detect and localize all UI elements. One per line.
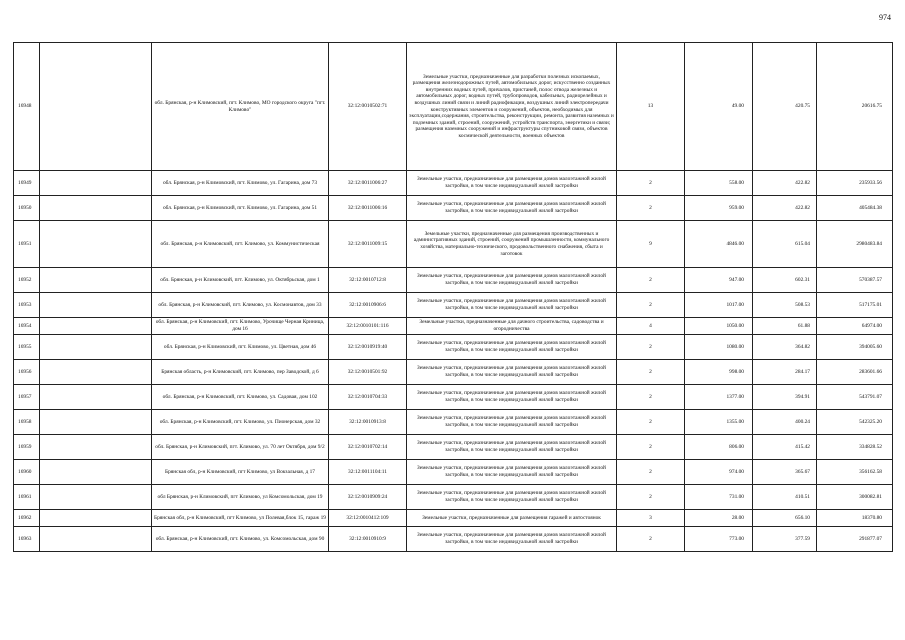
cadastral-number-cell — [329, 268, 407, 293]
area-text: 49.00 — [731, 103, 744, 110]
specific-value-text: 420.75 — [795, 103, 810, 110]
specific-value-text: 615.04 — [795, 240, 810, 247]
area-cell — [685, 385, 753, 410]
table-row — [14, 293, 893, 318]
land-purpose-text: Земельные участки, предназначенные для размещения домов малоэтажной жилой застройки, в том числе индивидуальной жилой застройки — [417, 201, 606, 214]
cadastral-value-cell — [817, 335, 893, 360]
area-text: 806.00 — [729, 443, 744, 450]
specific-value-text: 284.17 — [795, 368, 810, 375]
usage-code-text: 2 — [649, 204, 652, 211]
usage-code-cell — [617, 293, 685, 318]
land-purpose-cell — [407, 410, 617, 435]
row-id-text: 16948 — [18, 103, 32, 110]
address-cell — [152, 527, 329, 552]
usage-code-cell — [617, 360, 685, 385]
cadastral-number-cell — [329, 171, 407, 196]
cadastral-value-text: 543791.07 — [859, 393, 882, 400]
specific-value-text: 61.88 — [797, 322, 810, 329]
area-cell — [685, 318, 753, 335]
area-cell — [685, 171, 753, 196]
cadastral-number-text: 32:12:0011006:27 — [347, 179, 388, 186]
table-row — [14, 410, 893, 435]
land-purpose-cell — [407, 318, 617, 335]
specific-value-cell — [753, 510, 817, 527]
land-purpose-cell — [407, 460, 617, 485]
area-cell — [685, 221, 753, 268]
land-purpose-text: Земельные участки, предназначенные для размещения домов малоэтажной жилой застройки, в том числе индивидуальной жилой застройки — [417, 415, 606, 428]
specific-value-cell — [753, 293, 817, 318]
area-text: 947.00 — [729, 276, 744, 283]
address-cell — [152, 485, 329, 510]
cadastral-number-text: 32:12:0010910:9 — [349, 535, 386, 542]
land-purpose-cell — [407, 268, 617, 293]
cadastral-number-text: 32:12:0010906:6 — [349, 301, 386, 308]
cadastral-number-text: 32:12:0011009:15 — [347, 240, 388, 247]
usage-code-cell — [617, 221, 685, 268]
address-text: обл. Брянская, р-н Климовский, пгт. Климово, Урочище Черная Криница, дом 16 — [155, 319, 325, 332]
table-row — [14, 385, 893, 410]
cadastral-value-cell — [817, 410, 893, 435]
row-id-cell — [14, 293, 40, 318]
blank-cell — [40, 293, 152, 318]
address-text: обл. Брянская, р-н Климовский, пгт. Климово, ул. Гагарина, дом 51 — [162, 204, 318, 211]
land-purpose-text: Земельные участки, предназначенные для размещения домов малоэтажной жилой застройки, в том числе индивидуальной жилой застройки — [417, 365, 606, 378]
address-cell — [152, 335, 329, 360]
land-purpose-text: Земельные участки, предназначенные для размещения домов малоэтажной жилой застройки, в том числе индивидуальной жилой застройки — [417, 532, 606, 545]
specific-value-text: 656.10 — [795, 514, 810, 521]
row-id-cell — [14, 360, 40, 385]
usage-code-text: 2 — [649, 493, 652, 500]
specific-value-text: 410.51 — [795, 493, 810, 500]
table-row — [14, 510, 893, 527]
cadastral-number-text: 32:12:0011104:11 — [348, 468, 387, 475]
land-purpose-cell — [407, 510, 617, 527]
blank-cell — [40, 196, 152, 221]
row-id-text: 16955 — [18, 343, 32, 350]
row-id-cell — [14, 435, 40, 460]
cadastral-value-text: 405484.38 — [859, 204, 882, 211]
land-purpose-cell — [407, 196, 617, 221]
land-purpose-cell — [407, 43, 617, 171]
land-purpose-text: Земельные участки, предназначенные для размещения домов малоэтажной жилой застройки, в том числе индивидуальной жилой застройки — [417, 490, 606, 503]
cadastral-number-cell — [329, 410, 407, 435]
row-id-text: 16956 — [18, 368, 32, 375]
land-purpose-text: Земельные участки, предназначенные для размещения производственных и административных зданий, строений, сооружений промышленности, коммунального хозяйства, материально-технического, продовольственного снабжения, сбыта и заготовок — [413, 230, 610, 257]
row-id-cell — [14, 171, 40, 196]
specific-value-text: 394.91 — [795, 393, 810, 400]
row-id-cell — [14, 196, 40, 221]
area-text: 1377.00 — [726, 393, 744, 400]
blank-cell — [40, 527, 152, 552]
area-cell — [685, 410, 753, 435]
cadastral-value-cell — [817, 293, 893, 318]
cadastral-number-text: 32:12:0010101:116 — [346, 322, 389, 329]
area-text: 1050.00 — [726, 322, 744, 329]
cadastral-number-text: 32:12:0010412:109 — [346, 514, 389, 521]
area-text: 28.00 — [731, 514, 744, 521]
address-cell — [152, 435, 329, 460]
land-purpose-cell — [407, 293, 617, 318]
usage-code-text: 13 — [647, 103, 654, 110]
area-text: 1017.00 — [726, 301, 744, 308]
area-text: 974.00 — [729, 468, 744, 475]
usage-code-text: 2 — [649, 368, 652, 375]
address-cell — [152, 221, 329, 268]
address-cell — [152, 171, 329, 196]
area-cell — [685, 360, 753, 385]
area-text: 1080.00 — [726, 343, 744, 350]
table-row — [14, 221, 893, 268]
address-text: обл. Брянская, р-н Климовский, пгт. Климово, ул. Космонавтов, дом 33 — [158, 301, 322, 308]
usage-code-text: 2 — [649, 468, 652, 475]
cadastral-number-text: 32:12:0010502:71 — [347, 103, 388, 110]
land-purpose-text: Земельные участки, предназначенные для размещения домов малоэтажной жилой застройки, в том числе индивидуальной жилой застройки — [417, 465, 606, 478]
usage-code-text: 2 — [649, 418, 652, 425]
usage-code-cell — [617, 510, 685, 527]
row-id-text: 16961 — [18, 493, 32, 500]
land-purpose-text: Земельные участки, предназначенные для размещения домов малоэтажной жилой застройки, в том числе индивидуальной жилой застройки — [417, 390, 606, 403]
cadastral-number-cell — [329, 485, 407, 510]
row-id-text: 16958 — [18, 418, 32, 425]
specific-value-text: 415.42 — [795, 443, 810, 450]
specific-value-text: 365.67 — [795, 468, 810, 475]
specific-value-cell — [753, 335, 817, 360]
cadastral-value-text: 334828.52 — [859, 443, 882, 450]
address-text: Брянская обл, р-н Климовский, пгт Климово, ул Вокзальная, д 17 — [165, 468, 315, 475]
specific-value-cell — [753, 460, 817, 485]
cadastral-number-text: 32:12:0010913:8 — [349, 418, 386, 425]
specific-value-text: 422.82 — [795, 179, 810, 186]
specific-value-text: 602.31 — [795, 276, 810, 283]
address-cell — [152, 385, 329, 410]
table-row — [14, 196, 893, 221]
row-id-text: 16954 — [18, 322, 32, 329]
area-text: 998.00 — [729, 368, 744, 375]
page-number: 974 — [879, 13, 891, 22]
address-text: обл. Брянская, р-н Климовский, пгт. Климово, ул. Коммунистическая — [160, 240, 320, 247]
cadastral-number-cell — [329, 196, 407, 221]
address-text: Брянская обл, р-н Климовский, пгт Климово, ул Полевая,блок 15, гараж 19 — [154, 514, 326, 521]
land-purpose-cell — [407, 435, 617, 460]
cadastral-value-cell — [817, 43, 893, 171]
table-row — [14, 435, 893, 460]
cadastral-number-cell — [329, 318, 407, 335]
cadastral-value-cell — [817, 485, 893, 510]
usage-code-cell — [617, 335, 685, 360]
row-id-text: 16963 — [18, 535, 32, 542]
land-purpose-text: Земельные участки, предназначенные для размещения домов малоэтажной жилой застройки, в том числе индивидуальной жилой застройки — [417, 176, 606, 189]
land-purpose-text: Земельные участки, предназначенные для разработки полезных ископаемых, размещения железнодорожных путей, автомобильных дорог, искусственно созданных внутренних водных путей, причалов, пристаней, полос отвода железных и автомобильных дорог, водных путей, трубопроводов, кабельных, радиорелейных и воздушных линий связи и линий радиофикации, воздушных линий электропередачи конструктивных элементов и сооружений, объектов, необходимых для эксплуатации,содержания, строительства, реконструкции, ремонта, развития наземных и подземных зданий, строений, сооружений, устройств транспорта, энергетики и связи; размещения наземных сооружений и инфраструктуры спутниковой связи, объектов космической деятельности, военных объектов — [409, 73, 614, 139]
row-id-cell — [14, 318, 40, 335]
blank-cell — [40, 43, 152, 171]
row-id-cell — [14, 410, 40, 435]
area-cell — [685, 460, 753, 485]
land-purpose-text: Земельные участки, предназначенные для размещения домов малоэтажной жилой застройки, в том числе индивидуальной жилой застройки — [417, 440, 606, 453]
blank-cell — [40, 435, 152, 460]
cadastral-value-text: 283601.66 — [859, 368, 882, 375]
land-purpose-cell — [407, 485, 617, 510]
land-purpose-text: Земельные участки, предназначенные для размещения домов малоэтажной жилой застройки, в том числе индивидуальной жилой застройки — [417, 273, 606, 286]
blank-cell — [40, 360, 152, 385]
specific-value-cell — [753, 171, 817, 196]
specific-value-cell — [753, 385, 817, 410]
address-cell — [152, 196, 329, 221]
specific-value-cell — [753, 485, 817, 510]
cadastral-number-cell — [329, 460, 407, 485]
area-text: 731.00 — [729, 493, 744, 500]
table-row — [14, 527, 893, 552]
cadastral-value-text: 18370.80 — [861, 514, 882, 521]
row-id-cell — [14, 268, 40, 293]
row-id-cell — [14, 385, 40, 410]
usage-code-cell — [617, 268, 685, 293]
usage-code-cell — [617, 196, 685, 221]
usage-code-cell — [617, 435, 685, 460]
row-id-text: 16952 — [18, 276, 32, 283]
specific-value-cell — [753, 318, 817, 335]
usage-code-cell — [617, 527, 685, 552]
cadastral-value-cell — [817, 196, 893, 221]
cadastral-value-cell — [817, 221, 893, 268]
land-purpose-cell — [407, 335, 617, 360]
specific-value-cell — [753, 360, 817, 385]
cadastral-value-text: 570387.57 — [859, 276, 882, 283]
land-purpose-text: Земельные участки, предназначенные для размещения домов малоэтажной жилой застройки, в том числе индивидуальной жилой застройки — [417, 340, 606, 353]
cadastral-value-text: 64974.00 — [861, 322, 882, 329]
cadastral-number-text: 32:12:0010501:92 — [347, 368, 388, 375]
address-cell — [152, 318, 329, 335]
specific-value-text: 377.59 — [795, 535, 810, 542]
address-text: обл. Брянская, р-н Климовский, пгт. Климово, ул. Цветная, дом 46 — [163, 343, 317, 350]
row-id-text: 16962 — [18, 514, 32, 521]
address-text: обл. Брянская, р-н Климовский, пгт. Климово, ул. Пионерская, дом 32 — [159, 418, 321, 425]
cadastral-number-cell — [329, 527, 407, 552]
row-id-cell — [14, 460, 40, 485]
specific-value-text: 508.53 — [795, 301, 810, 308]
row-id-cell — [14, 510, 40, 527]
cadastral-value-text: 2980483.84 — [856, 240, 882, 247]
area-text: 558.00 — [729, 179, 744, 186]
usage-code-text: 2 — [649, 393, 652, 400]
land-purpose-text: Земельные участки, предназначенные для дачного строительства, садоводства и огородничества — [419, 319, 604, 332]
cadastral-number-cell — [329, 385, 407, 410]
specific-value-text: 422.82 — [795, 204, 810, 211]
usage-code-cell — [617, 485, 685, 510]
blank-cell — [40, 221, 152, 268]
address-text: обл. Брянская, р-н Климовский, пгт. Климово, ул. Комсомольская, дом 90 — [155, 535, 325, 542]
address-cell — [152, 460, 329, 485]
address-cell — [152, 410, 329, 435]
blank-cell — [40, 385, 152, 410]
row-id-text: 16953 — [18, 301, 32, 308]
table-row — [14, 268, 893, 293]
area-cell — [685, 268, 753, 293]
address-cell — [152, 510, 329, 527]
cadastral-value-cell — [817, 460, 893, 485]
area-cell — [685, 510, 753, 527]
address-cell — [152, 360, 329, 385]
specific-value-cell — [753, 221, 817, 268]
cadastral-number-cell — [329, 293, 407, 318]
area-text: 959.00 — [729, 204, 744, 211]
cadastral-number-cell — [329, 435, 407, 460]
cadastral-value-text: 235933.56 — [859, 179, 882, 186]
blank-cell — [40, 460, 152, 485]
blank-cell — [40, 268, 152, 293]
row-id-cell — [14, 221, 40, 268]
table-row — [14, 335, 893, 360]
land-purpose-cell — [407, 385, 617, 410]
usage-code-cell — [617, 171, 685, 196]
cadastral-number-text: 32:12:0010919:40 — [347, 343, 388, 350]
row-id-text: 16959 — [18, 443, 32, 450]
specific-value-cell — [753, 435, 817, 460]
land-purpose-cell — [407, 527, 617, 552]
cadastral-number-text: 32:12:0010712:8 — [349, 276, 386, 283]
table-row — [14, 485, 893, 510]
address-text: обл Брянская, р-н Климовский, пгт Климово, ул Комсомольская, дом 19 — [157, 493, 323, 500]
row-id-cell — [14, 43, 40, 171]
blank-cell — [40, 510, 152, 527]
address-text: обл. Брянская, р-н Климовский, пгт. Климово, ул. 70 лет Октября, дом 9/2 — [155, 443, 325, 450]
area-cell — [685, 335, 753, 360]
area-cell — [685, 435, 753, 460]
area-cell — [685, 485, 753, 510]
area-text: 1355.00 — [726, 418, 744, 425]
table-body — [14, 43, 893, 552]
usage-code-text: 3 — [649, 514, 652, 521]
area-text: 773.00 — [729, 535, 744, 542]
usage-code-text: 9 — [649, 240, 652, 247]
table-row — [14, 460, 893, 485]
cadastral-value-text: 300082.81 — [859, 493, 882, 500]
cadastral-value-text: 20616.75 — [861, 103, 882, 110]
cadastral-value-cell — [817, 318, 893, 335]
cadastral-number-text: 32:12:0010704:33 — [347, 393, 388, 400]
row-id-cell — [14, 335, 40, 360]
cadastral-number-text: 32:12:0010702:14 — [347, 443, 388, 450]
specific-value-cell — [753, 43, 817, 171]
specific-value-cell — [753, 410, 817, 435]
cadastral-value-cell — [817, 527, 893, 552]
table-row — [14, 171, 893, 196]
address-text: обл. Брянская, р-н Климовский, пгт. Климово, ул. Октябрьская, дом 1 — [160, 276, 320, 283]
land-purpose-cell — [407, 360, 617, 385]
cadastral-number-text: 32:12:0011006:16 — [347, 204, 388, 211]
specific-value-text: 400.24 — [795, 418, 810, 425]
cadastral-value-cell — [817, 435, 893, 460]
cadastral-value-text: 291877.07 — [859, 535, 882, 542]
land-purpose-text: Земельные участки, предназначенные для размещения гаражей и автостоянок — [422, 514, 601, 521]
cadastral-value-text: 542325.20 — [859, 418, 882, 425]
usage-code-cell — [617, 410, 685, 435]
usage-code-text: 2 — [649, 276, 652, 283]
specific-value-cell — [753, 196, 817, 221]
usage-code-text: 2 — [649, 343, 652, 350]
blank-cell — [40, 335, 152, 360]
address-cell — [152, 268, 329, 293]
area-cell — [685, 527, 753, 552]
area-cell — [685, 196, 753, 221]
land-purpose-text: Земельные участки, предназначенные для размещения домов малоэтажной жилой застройки, в том числе индивидуальной жилой застройки — [417, 298, 606, 311]
usage-code-text: 2 — [649, 535, 652, 542]
land-purpose-cell — [407, 171, 617, 196]
address-cell — [152, 293, 329, 318]
cadastral-value-text: 394005.60 — [859, 343, 882, 350]
cadastral-value-text: 356162.58 — [859, 468, 882, 475]
usage-code-cell — [617, 43, 685, 171]
cadastral-value-text: 517175.01 — [859, 301, 882, 308]
usage-code-text: 2 — [649, 301, 652, 308]
cadastral-value-cell — [817, 268, 893, 293]
area-text: 4846.00 — [726, 240, 744, 247]
address-text: обл. Брянская, р-н Климовский, пгт. Климово, ул. Гагарина, дом 73 — [162, 179, 318, 186]
usage-code-cell — [617, 318, 685, 335]
usage-code-text: 2 — [649, 443, 652, 450]
usage-code-cell — [617, 385, 685, 410]
cadastral-number-cell — [329, 221, 407, 268]
row-id-cell — [14, 527, 40, 552]
cadastral-number-cell — [329, 360, 407, 385]
blank-cell — [40, 410, 152, 435]
area-cell — [685, 293, 753, 318]
cadastral-value-cell — [817, 360, 893, 385]
usage-code-text: 4 — [649, 322, 652, 329]
specific-value-cell — [753, 527, 817, 552]
land-purpose-cell — [407, 221, 617, 268]
row-id-text: 16950 — [18, 204, 32, 211]
cadastral-number-text: 32:12:0010909:24 — [347, 493, 388, 500]
address-text: обл. Брянская, р-н Климовский, пгт. Климово, ул. Садовая, дом 102 — [162, 393, 318, 400]
row-id-cell — [14, 485, 40, 510]
row-id-text: 16957 — [18, 393, 32, 400]
cadastral-value-cell — [817, 171, 893, 196]
usage-code-cell — [617, 460, 685, 485]
cadastral-number-cell — [329, 335, 407, 360]
cadastral-number-cell — [329, 510, 407, 527]
land-registry-table — [13, 42, 893, 552]
usage-code-text: 2 — [649, 179, 652, 186]
specific-value-cell — [753, 268, 817, 293]
cadastral-number-cell — [329, 43, 407, 171]
address-cell — [152, 43, 329, 171]
row-id-text: 16951 — [18, 240, 32, 247]
table-row — [14, 360, 893, 385]
area-cell — [685, 43, 753, 171]
blank-cell — [40, 171, 152, 196]
address-text: Брянская область, р-н Климовский, пгт. Климово, пер Заводской, д 6 — [161, 368, 319, 375]
specific-value-text: 364.82 — [795, 343, 810, 350]
row-id-text: 16949 — [18, 179, 32, 186]
row-id-text: 16960 — [18, 468, 32, 475]
cadastral-value-cell — [817, 385, 893, 410]
table-row — [14, 318, 893, 335]
table-row — [14, 43, 893, 171]
address-text: обл. Брянская, р-н Климовский, пгт. Климово, МО городского округа "пгт. Климово" — [154, 99, 326, 113]
cadastral-value-cell — [817, 510, 893, 527]
blank-cell — [40, 318, 152, 335]
blank-cell — [40, 485, 152, 510]
